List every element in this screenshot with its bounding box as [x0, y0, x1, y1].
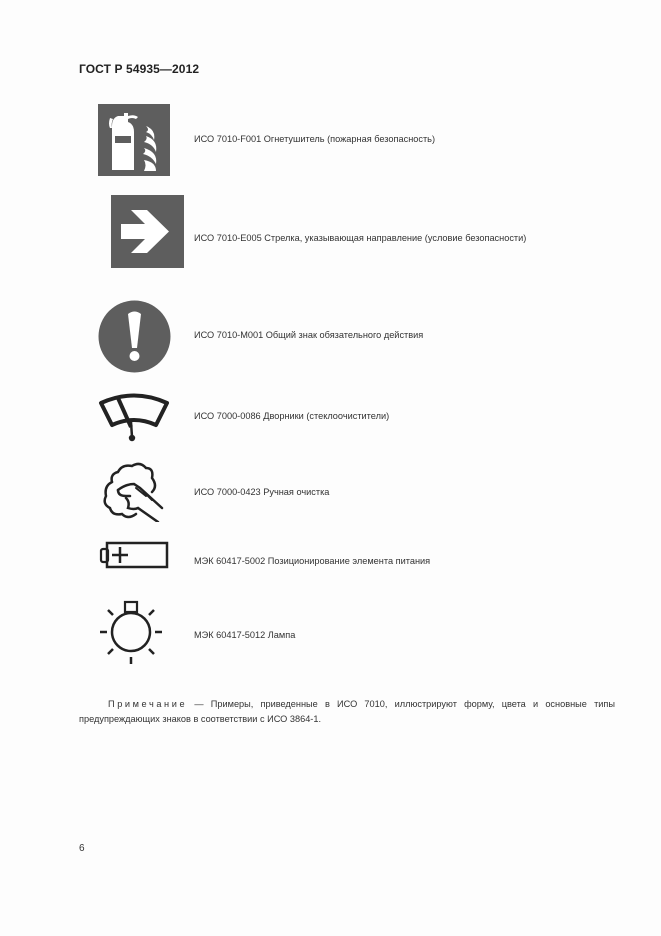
note-label: Примечание: [108, 699, 188, 709]
exclamation-circle-icon: [98, 300, 171, 373]
symbol-label-5002: МЭК 60417-5002 Позиционирование элемента питания: [194, 556, 431, 566]
note-paragraph: [79, 697, 615, 727]
symbol-label-0423: ИСО 7000-0423 Ручная очистка: [194, 487, 330, 497]
page-number: 6: [79, 843, 85, 854]
battery-icon: [98, 540, 170, 570]
symbol-label-m001: ИСО 7010-M001 Общий знак обязательного действия: [194, 330, 424, 340]
arrow-right-icon: [111, 195, 184, 268]
note-text: — Примеры, приведенные в ИСО 7010, иллюстрируют форму, цвета и основные типы предупреждающих знаков в соответствии с ИСО 3864-1.: [79, 699, 615, 724]
symbol-label-f001: ИСО 7010-F001 Огнетушитель (пожарная безопасность): [194, 134, 436, 144]
symbol-label-5012: МЭК 60417-5012 Лампа: [194, 630, 296, 640]
fire-extinguisher-icon: [98, 104, 170, 176]
hand-cleaning-icon: [100, 462, 172, 522]
symbol-label-e005: ИСО 7010-E005 Стрелка, указывающая направление (условие безопасности): [194, 233, 527, 243]
lamp-icon: [98, 600, 164, 666]
symbol-label-0086: ИСО 7000-0086 Дворники (стеклоочистители): [194, 411, 390, 421]
document-header: ГОСТ Р 54935—2012: [79, 62, 200, 76]
windshield-wiper-icon: [98, 390, 170, 450]
